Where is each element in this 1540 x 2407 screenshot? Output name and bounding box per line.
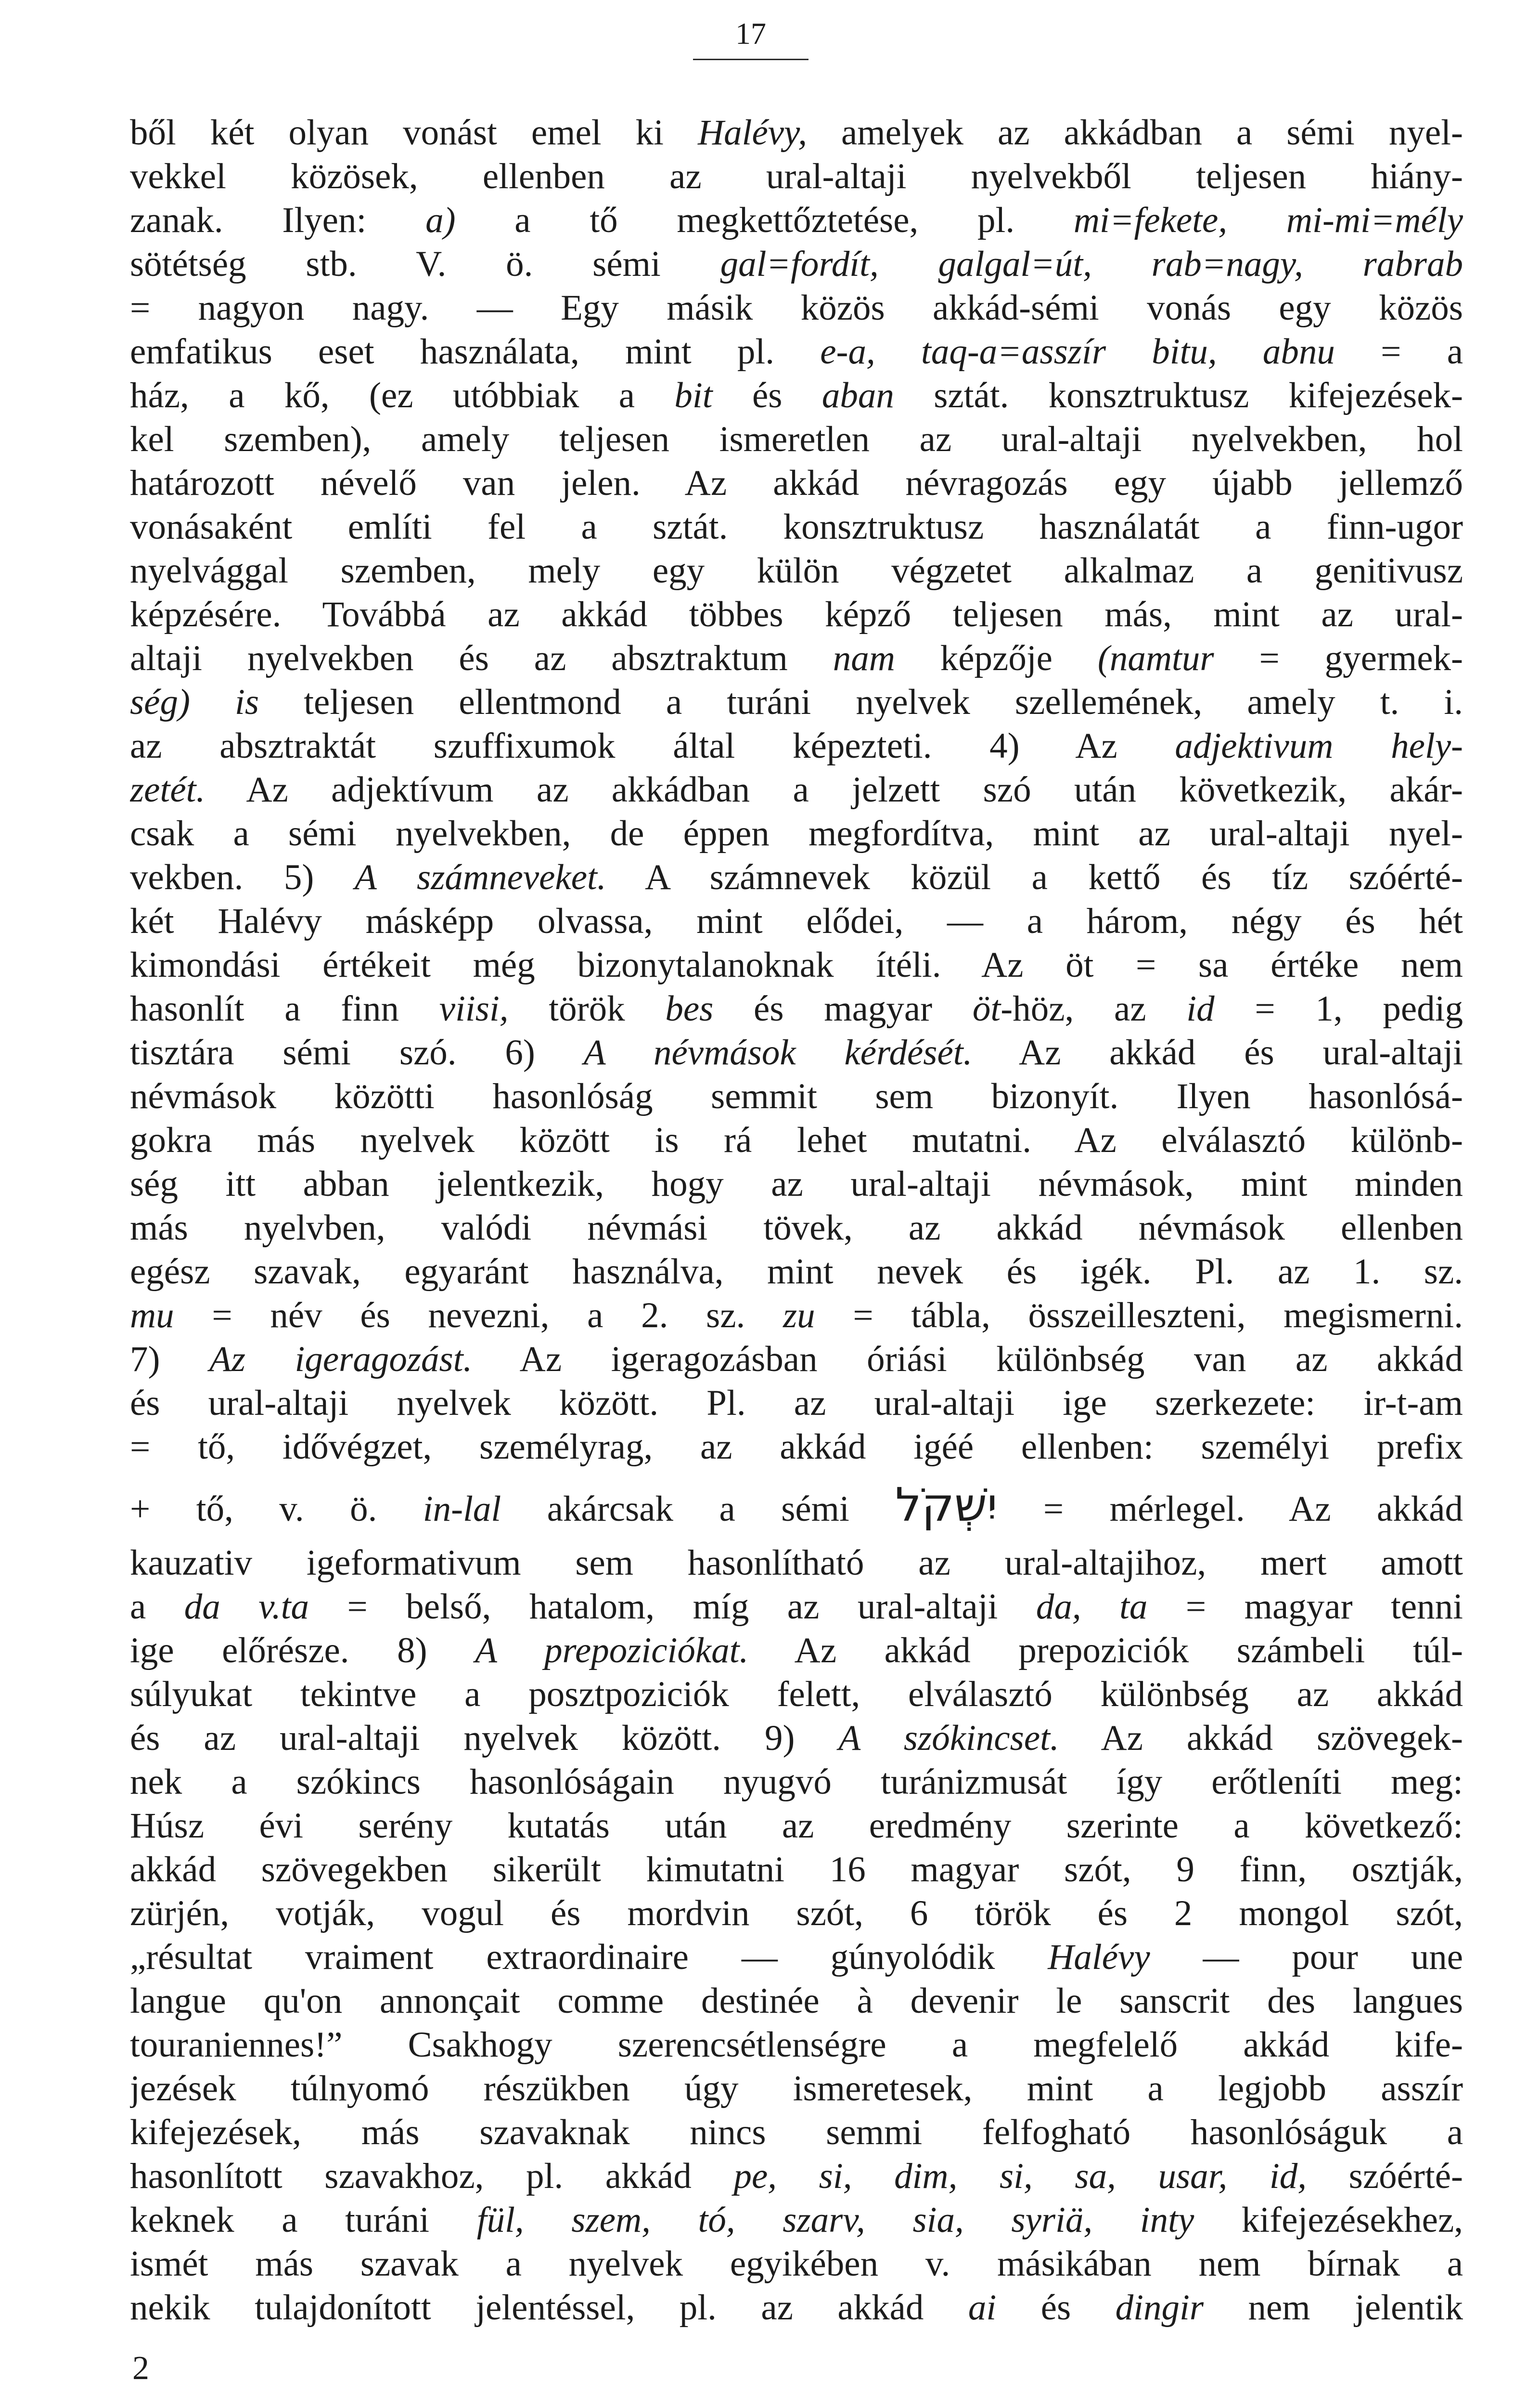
text-line: keknek a turáni fül, szem, tó, szarv, sia, syriä, inty kifejezésekhez, — [130, 2200, 1463, 2240]
text-line: jezések túlnyomó részükben úgy ismeretesek, mint a legjobb asszír — [130, 2069, 1463, 2109]
text-line: kifejezések, más szavaknak nincs semmi felfogható hasonlóságuk a — [130, 2112, 1463, 2152]
text-line: mu = név és nevezni, a 2. sz. zu = tábla, összeilleszteni, megismerni. — [130, 1295, 1463, 1335]
text-line: zürjén, votják, vogul és mordvin szót, 6 török és 2 mongol szót, — [130, 1893, 1463, 1933]
text-line: vonásaként említi fel a sztát. konsztruktusz használatát a finn-ugor — [130, 507, 1463, 547]
text-line: csak a sémi nyelvekben, de éppen megfordítva, mint az ural-altaji nyel- — [130, 814, 1463, 854]
text-line: emfatikus eset használata, mint pl. e-a, taq-a=asszír bitu, abnu = a — [130, 332, 1463, 372]
text-line: 7) Az igeragozást. Az igeragozásban óriási különbség van az akkád — [130, 1339, 1463, 1379]
text-line: súlyukat tekintve a posztpoziciók felett, elválasztó különbség az akkád — [130, 1674, 1463, 1714]
text-line: kauzativ igeformativum sem hasonlítható az ural-altajihoz, mert amott — [130, 1543, 1463, 1583]
text-line: langue qu'on annonçait comme destinée à devenir le sanscrit des langues — [130, 1981, 1463, 2021]
text-line: nek a szókincs hasonlóságain nyugvó turánizmusát így erőtleníti meg: — [130, 1762, 1463, 1802]
text-line: más nyelvben, valódi névmási tövek, az akkád névmások ellenben — [130, 1208, 1463, 1248]
text-line: képzésére. Továbbá az akkád többes képző teljesen más, mint az ural- — [130, 595, 1463, 634]
text-line: tisztára sémi szó. 6) A névmások kérdését. Az akkád és ural-altaji — [130, 1033, 1463, 1073]
header-rule — [693, 59, 808, 60]
text-line: ismét más szavak a nyelvek egyikében v. másikában nem bírnak a — [130, 2244, 1463, 2284]
text-line: ség itt abban jelentkezik, hogy az ural-altaji névmások, mint minden — [130, 1164, 1463, 1204]
text-line: hasonlít a finn viisi, török bes és magyar öt-höz, az id = 1, pedig — [130, 989, 1463, 1029]
text-line: határozott névelő van jelen. Az akkád névragozás egy újabb jellemző — [130, 463, 1463, 503]
signature-mark: 2 — [132, 2350, 149, 2387]
text-line: vekkel közösek, ellenben az ural-altaji nyelvekből teljesen hiány- — [130, 156, 1463, 196]
text-line: sötétség stb. V. ö. sémi gal=fordít, galgal=út, rab=nagy, rabrab — [130, 244, 1463, 284]
text-line: kimondási értékeit még bizonytalanoknak ítéli. Az öt = sa értéke nem — [130, 945, 1463, 985]
text-line: = tő, idővégzet, személyrag, az akkád igéé ellenben: személyi prefix — [130, 1427, 1463, 1467]
text-line: = nagyon nagy. — Egy másik közös akkád-sémi vonás egy közös — [130, 288, 1463, 328]
body-text — [130, 111, 1463, 2329]
hebrew-word: יִשְׁקֹל — [895, 1478, 998, 1532]
text-line: két Halévy másképp olvassa, mint elődei, — a három, négy és hét — [130, 901, 1463, 941]
text-line: ige előrésze. 8) A prepoziciókat. Az akkád prepoziciók számbeli túl- — [130, 1631, 1463, 1670]
text-line: gokra más nyelvek között is rá lehet mutatni. Az elválasztó különb- — [130, 1120, 1463, 1160]
text-line: ség) is teljesen ellentmond a turáni nyelvek szellemének, amely t. i. — [130, 682, 1463, 722]
text-line: zetét. Az adjektívum az akkádban a jelzett szó után következik, akár- — [130, 770, 1463, 810]
text-line: touraniennes!” Csakhogy szerencsétlenségre a megfelelő akkád kife- — [130, 2025, 1463, 2065]
text-line: vekben. 5) A számneveket. A számnevek közül a kettő és tíz szóérté- — [130, 857, 1463, 897]
text-line: az absztraktát szuffixumok által képezteti. 4) Az adjektivum hely- — [130, 726, 1463, 766]
text-line: ház, a kő, (ez utóbbiak a bit és aban sztát. konsztruktusz kifejezések- — [130, 375, 1463, 415]
text-line: nekik tulajdonított jelentéssel, pl. az akkád ai és dingir nem jelentik — [130, 2288, 1463, 2328]
page-number: 17 — [735, 16, 766, 51]
text-line: és ural-altaji nyelvek között. Pl. az ural-altaji ige szerkezete: ir-t-am — [130, 1383, 1463, 1423]
text-line: ből két olyan vonást emel ki Halévy, amelyek az akkádban a sémi nyel- — [130, 113, 1463, 153]
text-line: Húsz évi serény kutatás után az eredmény szerinte a következő: — [130, 1806, 1463, 1846]
text-line: és az ural-altaji nyelvek között. 9) A szókincset. Az akkád szövegek- — [130, 1718, 1463, 1758]
text-line: zanak. Ilyen: a) a tő megkettőztetése, pl. mi=fekete, mi-mi=mély — [130, 200, 1463, 240]
text-line: a da v.ta = belső, hatalom, míg az ural-altaji da, ta = magyar tenni — [130, 1587, 1463, 1627]
text-line: + tő, v. ö. in-lal akárcsak a sémi יִשְׁקֹל = mérlegel. Az akkád — [130, 1478, 1463, 1532]
text-line: nyelvággal szemben, mely egy külön végzetet alkalmaz a genitivusz — [130, 551, 1463, 591]
text-line: kel szemben), amely teljesen ismeretlen az ural-altaji nyelvekben, hol — [130, 419, 1463, 459]
text-line: hasonlított szavakhoz, pl. akkád pe, si, dim, si, sa, usar, id, szóérté- — [130, 2156, 1463, 2196]
text-line: altaji nyelvekben és az absztraktum nam képzője (namtur = gyermek- — [130, 638, 1463, 678]
text-line: egész szavak, egyaránt használva, mint nevek és igék. Pl. az 1. sz. — [130, 1252, 1463, 1292]
text-line: „résultat vraiment extraordinaire — gúnyolódik Halévy — pour une — [130, 1937, 1463, 1977]
text-line: névmások közötti hasonlóság semmit sem bizonyít. Ilyen hasonlósá- — [130, 1076, 1463, 1116]
text-line: akkád szövegekben sikerült kimutatni 16 magyar szót, 9 finn, osztják, — [130, 1850, 1463, 1889]
